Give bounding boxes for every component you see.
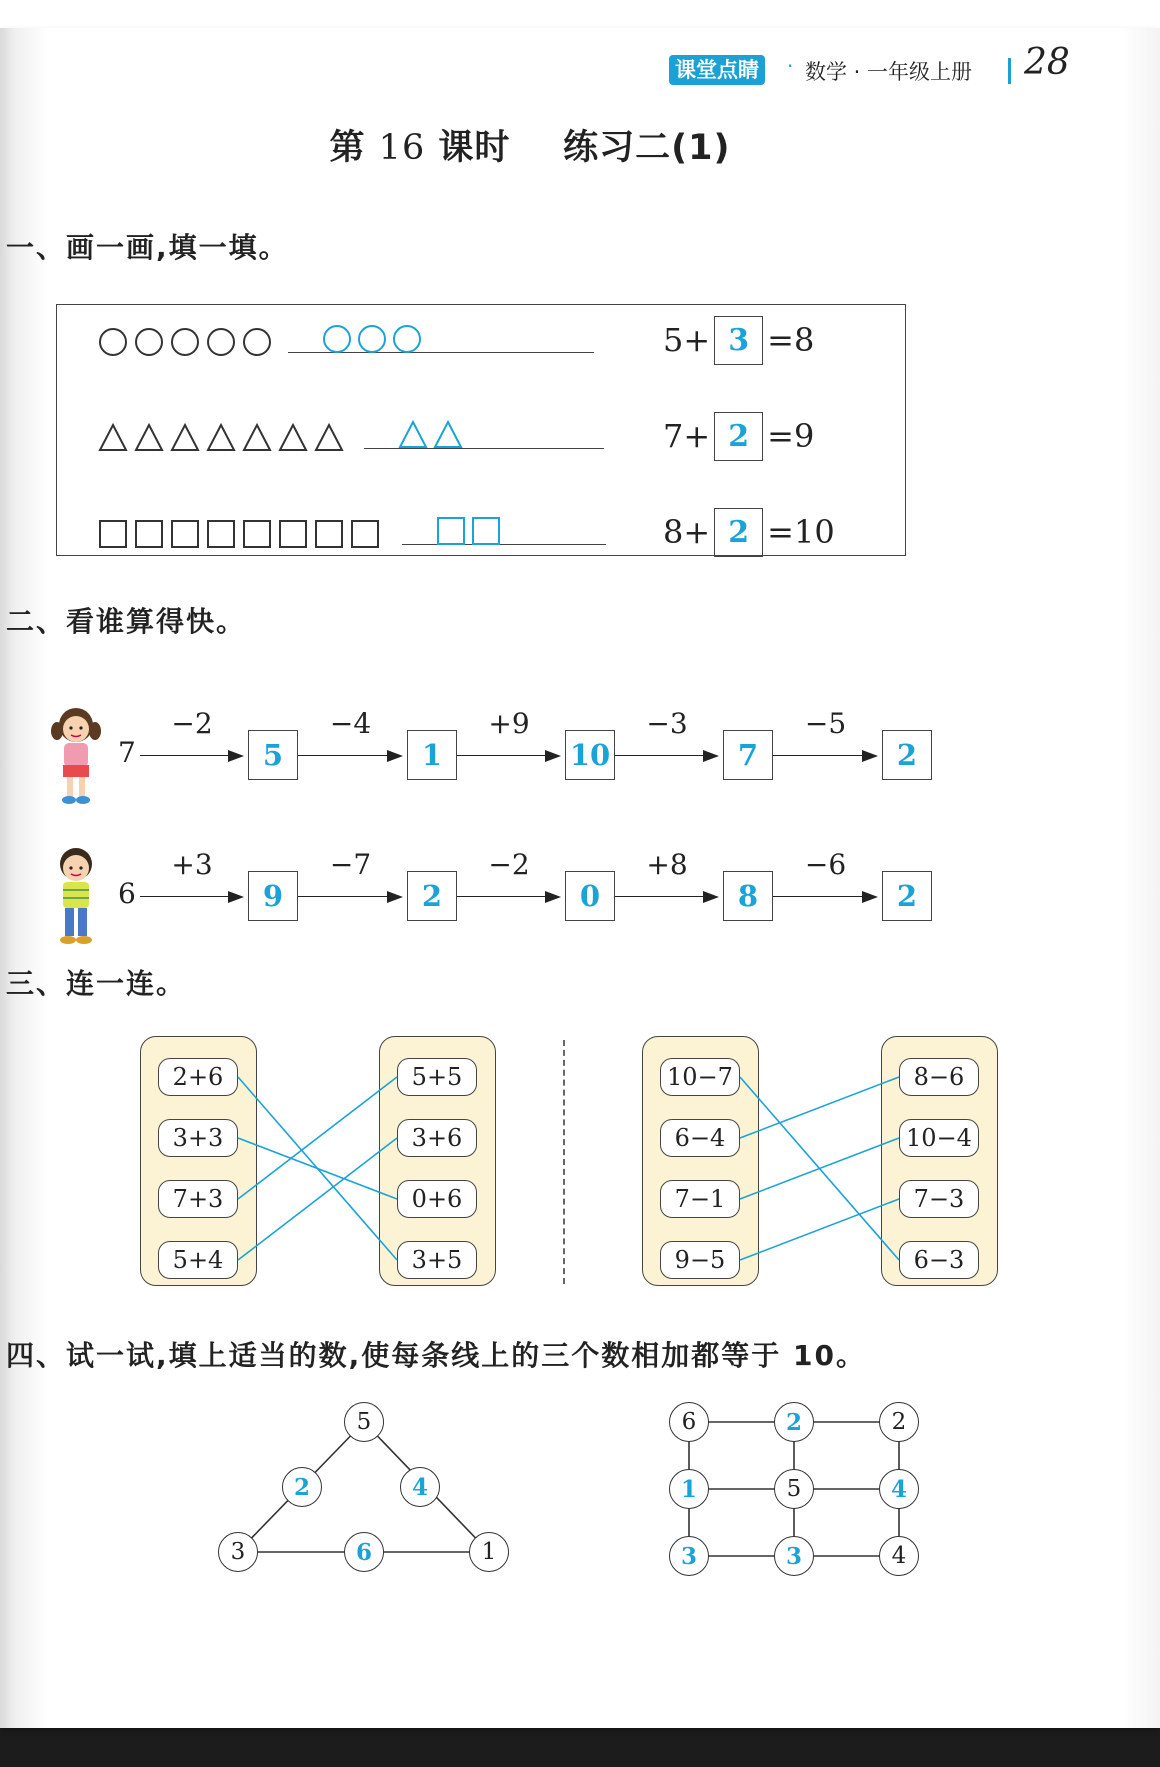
header-dot: · <box>787 54 794 78</box>
start-number: 6 <box>118 877 136 910</box>
triangle-node-mid-left[interactable]: 2 <box>282 1467 322 1507</box>
triangle-node-bottom-mid[interactable]: 6 <box>344 1532 384 1572</box>
page-number: 28 <box>1024 42 1070 83</box>
expression-pill[interactable]: 3+5 <box>397 1241 477 1279</box>
equation-result: 10 <box>793 513 835 551</box>
grid-node[interactable]: 4 <box>879 1469 919 1509</box>
expression-pill[interactable]: 3+6 <box>397 1119 477 1157</box>
triangle-node-bottom-right: 1 <box>469 1532 509 1572</box>
operation-label: +8 <box>646 848 688 881</box>
expression-pill[interactable]: 6−4 <box>660 1119 740 1157</box>
triangle-node-bottom-left: 3 <box>218 1532 258 1572</box>
brand-badge: 课堂点睛 <box>669 55 765 85</box>
grid-node[interactable]: 3 <box>774 1536 814 1576</box>
operation-label: −7 <box>329 848 372 881</box>
equation-operator: + <box>683 417 711 455</box>
answer-box: 8 <box>723 871 773 921</box>
title-lesson-number: 16 <box>378 128 426 168</box>
section3-heading: 三、连一连。 <box>6 967 187 1000</box>
answer-box: 7 <box>723 730 773 780</box>
expression-pill[interactable]: 3+3 <box>158 1119 238 1157</box>
answer-box: 2 <box>407 871 457 921</box>
expression-pill[interactable]: 9−5 <box>660 1241 740 1279</box>
answer-box: 10 <box>565 730 615 780</box>
puzzle-lines <box>0 28 1160 1728</box>
operation-label: −2 <box>488 848 530 881</box>
answer-box: 0 <box>565 871 615 921</box>
top-margin <box>0 0 1160 28</box>
expression-pill[interactable]: 8−6 <box>899 1058 979 1096</box>
equation-addend: 5 <box>663 321 684 359</box>
grid-node[interactable]: 1 <box>669 1469 709 1509</box>
equation-operator: + <box>683 513 711 551</box>
expression-pill[interactable]: 6−3 <box>899 1241 979 1279</box>
section2-heading: 二、看谁算得快。 <box>6 605 247 638</box>
triangle-node-top: 5 <box>344 1402 384 1442</box>
equation-operator: + <box>683 321 711 359</box>
expression-pill[interactable]: 7−1 <box>660 1180 740 1218</box>
grid-node[interactable]: 2 <box>774 1402 814 1442</box>
operation-label: −3 <box>646 707 688 740</box>
expression-pill[interactable]: 5+5 <box>397 1058 477 1096</box>
triangle-node-mid-right[interactable]: 4 <box>400 1467 440 1507</box>
equation-result: 8 <box>793 321 815 359</box>
section1-heading: 一、画一画,填一填。 <box>6 231 289 264</box>
grid-node: 5 <box>774 1469 814 1509</box>
answer-box: 1 <box>407 730 457 780</box>
operation-label: −2 <box>171 707 213 740</box>
equation-result: 9 <box>793 417 815 455</box>
answer-box: 3 <box>714 316 763 365</box>
equation-equals: = <box>767 321 794 359</box>
answer-box: 5 <box>248 730 298 780</box>
answer-box: 2 <box>714 412 763 461</box>
workbook-page <box>0 28 1160 1728</box>
expression-pill[interactable]: 2+6 <box>158 1058 238 1096</box>
answer-box: 2 <box>714 508 763 557</box>
expression-pill[interactable]: 5+4 <box>158 1241 238 1279</box>
expression-pill[interactable]: 10−7 <box>660 1058 740 1096</box>
operation-label: −5 <box>804 707 847 740</box>
operation-label: −6 <box>804 848 847 881</box>
answer-box: 9 <box>248 871 298 921</box>
equation-equals: = <box>767 513 794 551</box>
grid-node: 6 <box>669 1402 709 1442</box>
expression-pill[interactable]: 10−4 <box>899 1119 979 1157</box>
start-number: 7 <box>118 736 136 769</box>
answer-box: 2 <box>882 871 932 921</box>
grid-node[interactable]: 3 <box>669 1536 709 1576</box>
grid-node: 4 <box>879 1536 919 1576</box>
expression-pill[interactable]: 0+6 <box>397 1180 477 1218</box>
expression-pill[interactable]: 7−3 <box>899 1180 979 1218</box>
answer-box: 2 <box>882 730 932 780</box>
operation-label: +3 <box>171 848 213 881</box>
operation-label: −4 <box>329 707 372 740</box>
equation-addend: 7 <box>663 417 684 455</box>
title-prefix: 第 <box>329 128 366 168</box>
equation-equals: = <box>767 417 794 455</box>
title-unit: 课时 <box>438 128 511 168</box>
header-subject: 数学 · 一年级上册 <box>805 60 973 84</box>
expression-pill[interactable]: 7+3 <box>158 1180 238 1218</box>
section4-heading: 四、试一试,填上适当的数,使每条线上的三个数相加都等于 10。 <box>6 1339 866 1372</box>
operation-label: +9 <box>488 707 530 740</box>
equation-addend: 8 <box>663 513 684 551</box>
grid-node: 2 <box>879 1402 919 1442</box>
title-name: 练习二(1) <box>563 128 731 168</box>
